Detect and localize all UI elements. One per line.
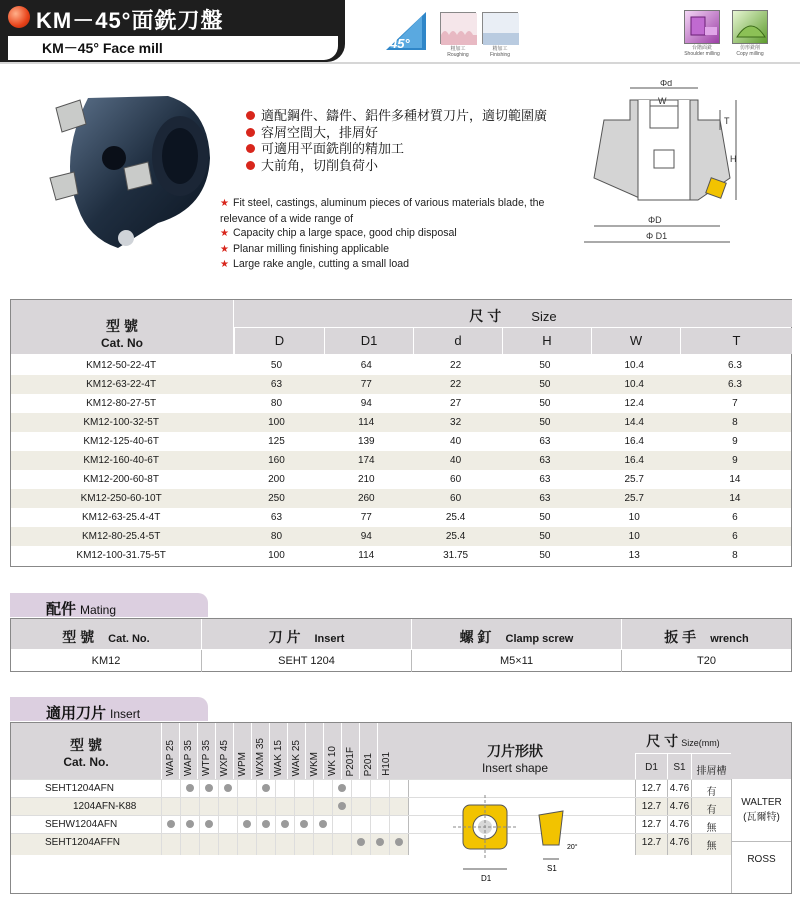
svg-text:D1: D1 (481, 874, 492, 883)
size-cell: 14 (729, 474, 741, 485)
mating-cell: T20 (621, 650, 791, 672)
size-cell: 114 (358, 550, 375, 561)
shape-header: 刀片形狀 Insert shape (481, 743, 549, 775)
insert-tab: 適用刀片 Insert (10, 697, 208, 721)
grade-cell (313, 798, 332, 815)
size-cell: 16.4 (624, 455, 644, 466)
features-en-list (220, 196, 582, 273)
mating-col-header: 刀 片 Insert (201, 619, 411, 649)
grade-cell (294, 816, 313, 833)
grade-header: WK 10 (323, 723, 341, 779)
size-cell: 250 (268, 493, 285, 504)
grade-cell (389, 834, 408, 855)
grade-cell (180, 798, 199, 815)
grade-cell (180, 816, 199, 833)
availability-dot-icon (281, 820, 289, 828)
size-cell: 40 (450, 436, 462, 447)
size-row (11, 470, 791, 489)
size-cell: 40 (450, 455, 462, 466)
insert-cat-header: 型 號 Cat. No. (63, 737, 109, 769)
size-cell: 60 (450, 493, 462, 504)
size-cell: 7 (732, 398, 738, 409)
grade-header: WAP 25 (161, 723, 179, 779)
insert-dim-cell: 4.76 (667, 798, 691, 815)
grade-cell (294, 834, 313, 855)
size-cell: 114 (358, 417, 375, 428)
grade-cell (218, 834, 237, 855)
size-cell: 9 (732, 436, 738, 447)
grade-header: WTP 35 (197, 723, 215, 779)
insert-shape-drawing (441, 787, 591, 887)
size-row (11, 451, 791, 470)
feature-cn-item: 容屑空間大，排屑好 (246, 125, 547, 142)
grade-cell (218, 798, 237, 815)
face-mill-product-image (48, 88, 216, 258)
grade-header: WPM (233, 723, 251, 779)
grade-cell (313, 816, 332, 833)
size-cell: 10.4 (624, 360, 644, 371)
cat-no-cell: KM12-125-40-6T (83, 436, 159, 447)
size-cell: 10 (628, 512, 640, 523)
size-cell: 31.75 (443, 550, 469, 561)
grade-cell (370, 798, 389, 815)
availability-dot-icon (186, 784, 194, 792)
availability-dot-icon (186, 820, 194, 828)
grade-header: WXM 35 (251, 723, 269, 779)
size-cell: 25.7 (624, 493, 644, 504)
size-col-w: W (591, 328, 680, 354)
insert-dim-cell: 無 (691, 834, 731, 855)
shoulder-milling-icon (684, 10, 720, 44)
size-cell: 80 (270, 398, 283, 409)
grade-cell (256, 834, 275, 855)
size-cell: 32 (450, 417, 462, 428)
svg-text:S1: S1 (547, 864, 557, 873)
size-row (11, 413, 791, 432)
cat-no-cell: KM12-100-31.75-5T (76, 550, 166, 561)
copy-milling-icon (732, 10, 768, 44)
insert-cat-cell: SEHW1204AFN (45, 819, 118, 830)
size-row (11, 527, 791, 546)
brand-walter: WALTER (瓦爾特) (731, 779, 791, 841)
grade-cell (199, 798, 218, 815)
size-cell: 94 (360, 398, 372, 409)
availability-dot-icon (167, 820, 175, 828)
mating-col-header: 螺 釘 Clamp screw (411, 619, 621, 649)
size-cell: 100 (268, 417, 285, 428)
grade-cell (389, 798, 408, 815)
grade-cell (351, 798, 370, 815)
availability-dot-icon (319, 820, 327, 828)
availability-dot-icon (395, 838, 403, 846)
insert-table (10, 722, 792, 894)
size-cell: 22 (450, 379, 462, 390)
size-cell: 50 (270, 360, 283, 371)
size-cell: 174 (357, 455, 375, 466)
grade-cell (180, 780, 199, 797)
availability-dot-icon (338, 784, 346, 792)
insert-cat-cell: SEHT1204AFN (45, 783, 114, 794)
grade-header: WAP 35 (179, 723, 197, 779)
cat-no-cell: KM12-100-32-5T (83, 417, 159, 428)
page-title: KM－45°面銑刀盤 (36, 8, 224, 33)
mating-col-header: 型 號 Cat. No. (62, 629, 150, 645)
grade-cell (351, 780, 370, 797)
size-col-h: H (502, 328, 591, 354)
grade-header: H101 (377, 723, 395, 779)
grade-cell (161, 816, 180, 833)
grade-header: P201 (359, 723, 377, 779)
size-cell: 25.4 (445, 531, 466, 542)
grade-cell (275, 834, 294, 855)
size-cell: 14 (729, 493, 741, 504)
size-cell: 63 (270, 379, 283, 390)
grade-cell (389, 816, 408, 833)
svg-text:T: T (724, 116, 730, 126)
size-header: 尺 寸 Size (234, 300, 792, 327)
grade-cell (389, 780, 408, 797)
size-row (11, 394, 791, 413)
mating-cell: KM12 (91, 655, 121, 667)
feature-en-item: ★ Planar milling finishing applicable (220, 242, 390, 255)
size-row (11, 375, 791, 394)
brand-ross: ROSS (731, 841, 791, 893)
availability-dot-icon (338, 802, 346, 810)
grade-cell (332, 816, 351, 833)
grade-cell (180, 834, 199, 855)
grade-header: WAK 25 (287, 723, 305, 779)
insert-dim-cell: 4.76 (667, 780, 691, 797)
grade-cell (218, 780, 237, 797)
grade-cell (275, 780, 294, 797)
availability-dot-icon (205, 784, 213, 792)
mating-cell: SEHT 1204 (201, 650, 411, 672)
size-cell: 25.7 (624, 474, 644, 485)
size-cell: 25.4 (445, 512, 466, 523)
size-cell: 50 (539, 531, 551, 542)
size-cell: 94 (360, 531, 372, 542)
grade-header: WAK 15 (269, 723, 287, 779)
grade-cell (199, 780, 218, 797)
grade-cell (256, 816, 275, 833)
svg-text:20°: 20° (567, 844, 578, 851)
insert-dim-cell: 4.76 (667, 834, 691, 855)
grade-cell (332, 780, 351, 797)
grade-cell (256, 780, 275, 797)
grade-cell (199, 834, 218, 855)
insert-dim-cell: 有 (691, 780, 731, 797)
features-cn-list (246, 108, 547, 174)
mating-table (10, 618, 792, 672)
mating-col-header: 扳 手 wrench (621, 619, 791, 649)
svg-text:W: W (658, 96, 667, 106)
dim-subheader: D1 (635, 753, 667, 779)
size-cell: 13 (628, 550, 640, 561)
mating-row (11, 650, 791, 672)
finishing-icon (482, 12, 518, 44)
dim-subheader: 排屑槽 (691, 753, 731, 779)
grade-header: P201F (341, 723, 359, 779)
insert-dim-cell: 無 (691, 816, 731, 833)
size-row (11, 489, 791, 508)
svg-text:Φ D1: Φ D1 (646, 231, 668, 241)
svg-text:45°: 45° (390, 36, 410, 51)
size-cell: 77 (360, 379, 372, 390)
mating-tab: 配件 Mating (10, 593, 208, 617)
size-row (11, 356, 791, 375)
grade-headers (161, 723, 395, 779)
header-divider (0, 62, 800, 64)
size-cell: 64 (360, 360, 372, 371)
size-col-d1: D1 (324, 328, 413, 354)
insert-row (11, 797, 731, 815)
grade-cell (351, 816, 370, 833)
cat-no-cell: KM12-200-60-8T (83, 474, 159, 485)
size-cell: 50 (539, 360, 551, 371)
availability-dot-icon (357, 838, 365, 846)
insert-rows (11, 779, 791, 855)
bullet-icon (8, 6, 30, 28)
availability-dot-icon (262, 820, 270, 828)
size-cell: 210 (357, 474, 375, 485)
size-table (10, 299, 792, 567)
grade-cell (256, 798, 275, 815)
grade-cell (199, 816, 218, 833)
size-cell: 50 (539, 550, 551, 561)
feature-en-item: ★ Large rake angle, cutting a small load (220, 258, 410, 271)
size-cell: 125 (268, 436, 285, 447)
insert-dim-cell: 12.7 (635, 780, 667, 797)
size-col-d: d (413, 328, 502, 354)
size-cell: 50 (539, 379, 551, 390)
grade-cell (370, 816, 389, 833)
dim-subheader: S1 (667, 753, 691, 779)
grade-cell (370, 780, 389, 797)
grade-cell (351, 834, 370, 855)
angle-45-badge (384, 10, 428, 52)
size-cell: 63 (270, 512, 283, 523)
feature-en-item: ★ Capacity chip a large space, good chip disposal (220, 227, 457, 240)
size-row (11, 546, 791, 565)
size-cell: 80 (270, 531, 283, 542)
cat-no-cell: KM12-63-22-4T (86, 379, 157, 390)
grade-cell (294, 798, 313, 815)
size-cell: 10 (628, 531, 640, 542)
grade-cell (237, 816, 256, 833)
size-cell: 12.4 (624, 398, 644, 409)
cat-no-cell: KM12-50-22-4T (86, 360, 157, 371)
dim-header: 尺 寸 Size(mm) (646, 733, 720, 749)
header-banner (0, 0, 345, 62)
size-cell: 14.4 (624, 417, 644, 428)
cat-header: 型 號 Cat. No (11, 300, 233, 354)
size-cell: 8 (732, 550, 738, 561)
grade-cell (218, 816, 237, 833)
grade-cell (237, 834, 256, 855)
size-cell: 16.4 (624, 436, 644, 447)
size-cell: 63 (539, 436, 551, 447)
cat-no-cell: KM12-80-25.4-5T (81, 531, 161, 542)
size-cell: 63 (539, 493, 551, 504)
grade-cell (294, 780, 313, 797)
grade-cell (370, 834, 389, 855)
grade-cell (161, 780, 180, 797)
size-cell: 6 (732, 512, 738, 523)
insert-cat-cell: 1204AFN-K88 (73, 801, 137, 812)
insert-row (11, 815, 731, 833)
grade-cell (275, 816, 294, 833)
size-cell: 50 (539, 417, 551, 428)
grade-cell (237, 798, 256, 815)
grade-cell (332, 834, 351, 855)
feature-cn-item: 可適用平面銑削的精加工 (246, 141, 547, 158)
dimension-diagram (580, 80, 752, 252)
grade-cell (332, 798, 351, 815)
size-cell: 200 (268, 474, 285, 485)
size-row (11, 432, 791, 451)
size-cell: 9 (732, 455, 738, 466)
feature-cn-item: 大前角，切削負荷小 (246, 158, 547, 175)
grade-cell (313, 780, 332, 797)
cat-no-cell: KM12-63-25.4-4T (81, 512, 161, 523)
grade-cell (161, 798, 180, 815)
availability-dot-icon (262, 784, 270, 792)
size-col-t: T (680, 328, 792, 354)
cat-no-cell: KM12-160-40-6T (83, 455, 159, 466)
feature-cn-item: 適配鋼件、鑄件、鋁件多種材質刀片，適切範圍廣 (246, 108, 547, 125)
insert-row (11, 779, 731, 797)
cat-no-cell: KM12-80-27-5T (86, 398, 157, 409)
size-cell: 10.4 (624, 379, 644, 390)
svg-text:H: H (730, 154, 737, 164)
size-cell: 6 (732, 531, 738, 542)
availability-dot-icon (376, 838, 384, 846)
grade-cell (313, 834, 332, 855)
size-cell: 63 (539, 474, 551, 485)
size-cell: 260 (357, 493, 375, 504)
cat-no-cell: KM12-250-60-10T (80, 493, 162, 504)
insert-dim-cell: 有 (691, 798, 731, 815)
size-cell: 60 (450, 474, 462, 485)
roughing-icon (440, 12, 476, 44)
size-cell: 6.3 (727, 360, 742, 371)
size-columns (234, 328, 792, 354)
size-rows (11, 356, 791, 565)
insert-dim-cell: 12.7 (635, 798, 667, 815)
grade-header: WXP 45 (215, 723, 233, 779)
size-cell: 63 (539, 455, 551, 466)
grade-header: WKM (305, 723, 323, 779)
grade-cell (275, 798, 294, 815)
availability-dot-icon (243, 820, 251, 828)
insert-row (11, 833, 731, 855)
size-col-d: D (234, 328, 324, 354)
size-cell: 100 (268, 550, 285, 561)
size-cell: 50 (539, 398, 551, 409)
size-cell: 22 (450, 360, 462, 371)
svg-text:ΦD: ΦD (648, 215, 662, 225)
size-cell: 77 (360, 512, 372, 523)
size-cell: 50 (539, 512, 551, 523)
size-row (11, 508, 791, 527)
size-cell: 6.3 (727, 379, 742, 390)
mating-header (11, 619, 791, 649)
insert-dim-cell: 12.7 (635, 816, 667, 833)
availability-dot-icon (205, 820, 213, 828)
grade-cell (237, 780, 256, 797)
size-cell: 27 (450, 398, 462, 409)
mating-cell: M5×11 (411, 650, 621, 672)
size-cell: 139 (357, 436, 375, 447)
size-cell: 160 (268, 455, 285, 466)
grade-cell (161, 834, 180, 855)
dim-subheaders (635, 753, 731, 779)
availability-dot-icon (300, 820, 308, 828)
svg-text:Φd: Φd (660, 80, 673, 88)
availability-dot-icon (224, 784, 232, 792)
insert-cat-cell: SEHT1204AFFN (45, 837, 121, 848)
feature-en-item: ★ Fit steel, castings, aluminum pieces of various materials blade, the relevance of a wide range of (220, 197, 545, 225)
page-subtitle: KM－45° Face mill (42, 40, 163, 56)
insert-dim-cell: 12.7 (635, 834, 667, 855)
size-cell: 8 (732, 417, 738, 428)
insert-dim-cell: 4.76 (667, 816, 691, 833)
